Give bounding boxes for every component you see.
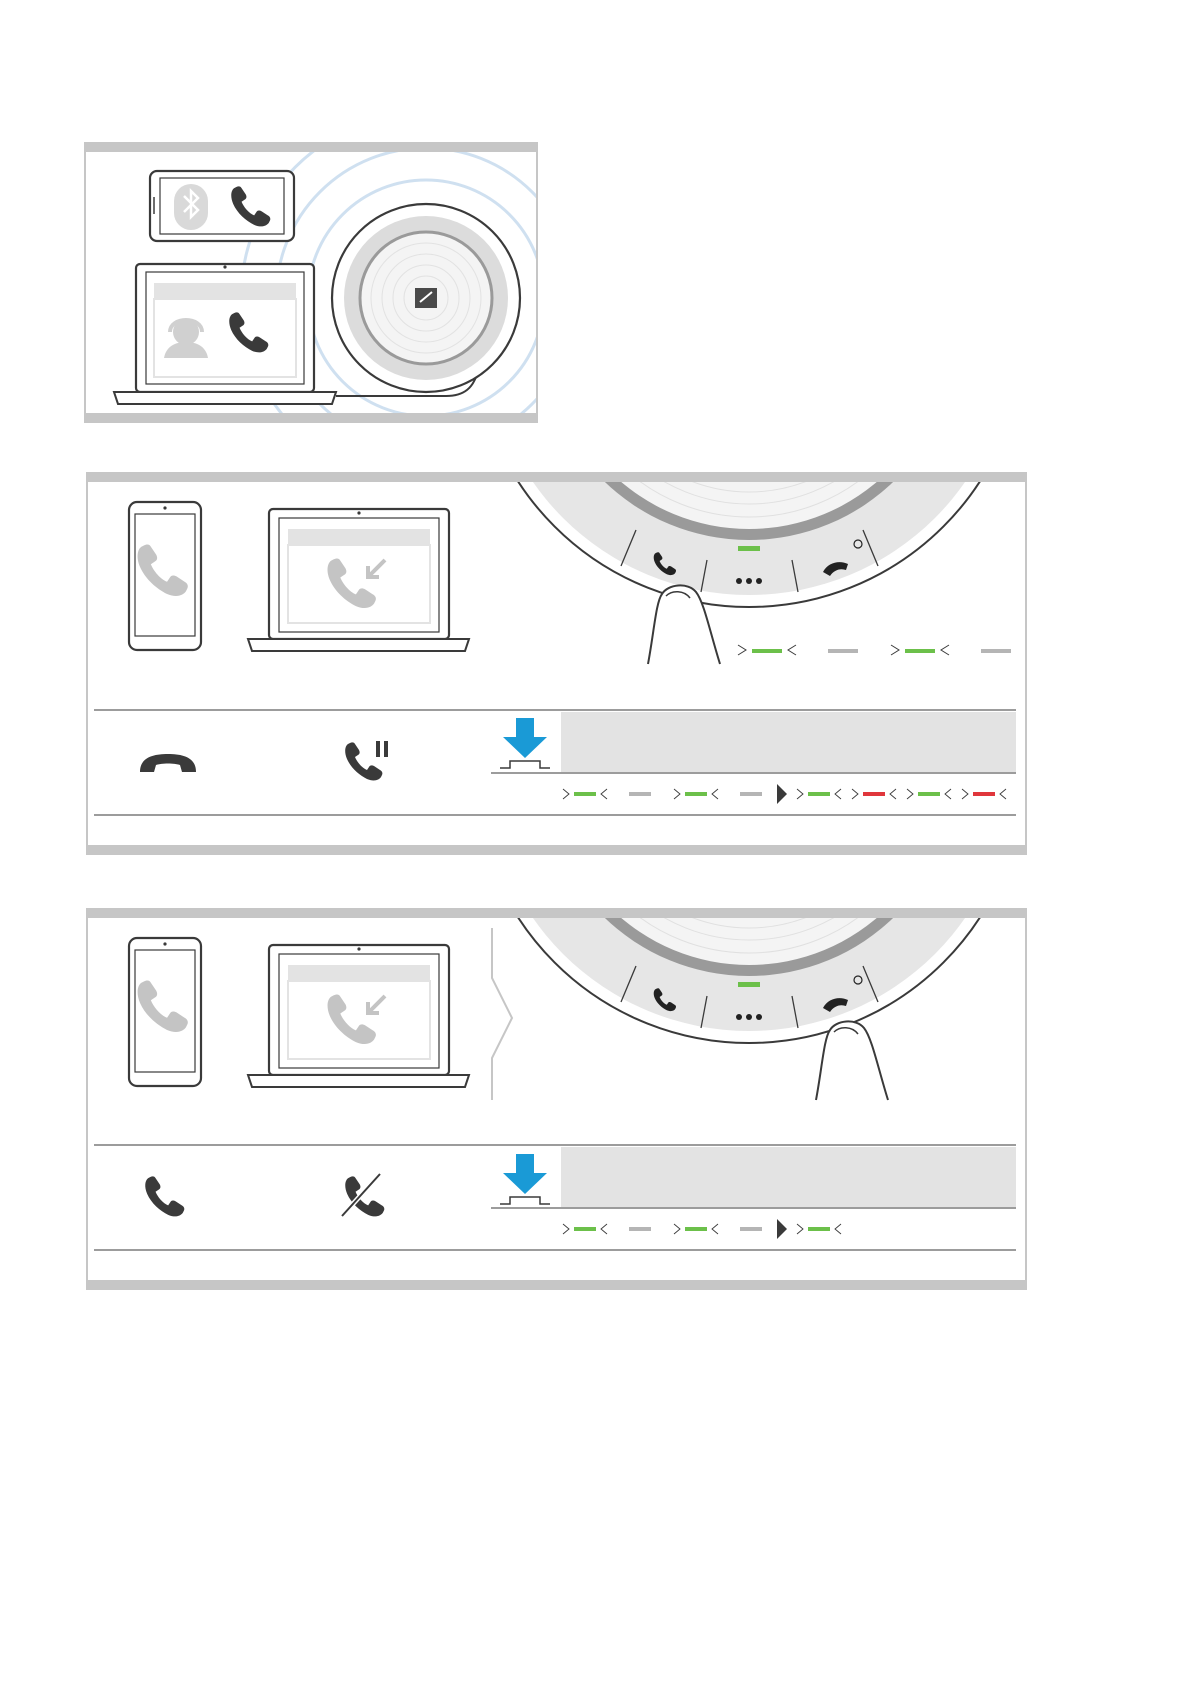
led-pattern-top — [738, 645, 1011, 655]
figure3-right-border — [1025, 918, 1027, 1280]
figure2-top-bar — [86, 472, 1027, 482]
figure3-top-bar — [86, 908, 1027, 918]
press-button-icon — [500, 718, 550, 768]
laptop-icon — [114, 264, 336, 404]
phone-call-icon — [145, 1176, 184, 1216]
speakerphone-icon — [474, 57, 1024, 607]
step-chevron — [492, 928, 512, 1100]
smartphone-icon — [129, 938, 201, 1086]
figure2-illustration — [88, 482, 1025, 845]
smartphone-icon — [150, 171, 294, 241]
led-pattern-bottom — [563, 1219, 841, 1239]
figure1-top-bar — [84, 142, 538, 152]
figure3-bottom-bar — [86, 1280, 1027, 1290]
hold-call-icon — [345, 741, 388, 780]
info-box — [561, 1147, 1016, 1207]
press-button-icon — [500, 1154, 550, 1204]
reject-call-icon — [342, 1174, 384, 1216]
figure2-bottom-bar — [86, 845, 1027, 855]
laptop-icon — [248, 509, 469, 651]
speakerphone-icon — [332, 204, 520, 392]
end-call-icon — [140, 754, 196, 772]
figure2-right-border — [1025, 482, 1027, 845]
figure1-right-border — [536, 152, 538, 413]
smartphone-icon — [129, 502, 201, 650]
led-pattern-bottom — [563, 784, 1006, 804]
figure1-bottom-bar — [84, 413, 538, 423]
bluetooth-icon — [174, 184, 208, 230]
info-box — [561, 712, 1016, 772]
figure1-illustration — [86, 152, 536, 413]
figure3-illustration — [88, 918, 1025, 1280]
finger-press-icon — [816, 1021, 888, 1100]
laptop-icon — [248, 945, 469, 1087]
